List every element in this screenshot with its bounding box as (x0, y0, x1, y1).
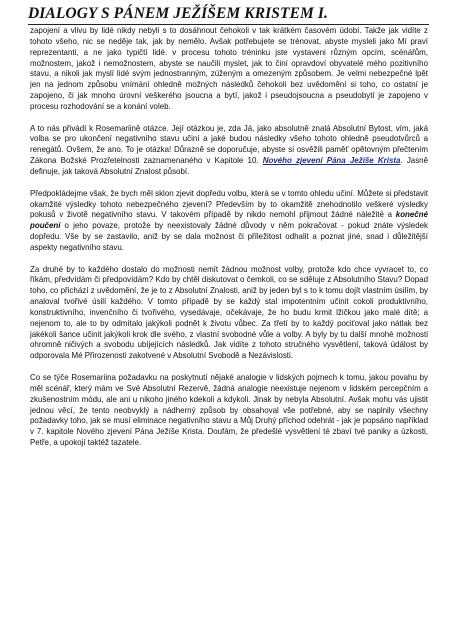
paragraph-2-text-b: . Jasně definuje, jak taková Absolutní Znalost působí. (30, 156, 429, 176)
paragraph-2-text-a: A to nás přivádí k Rosemariině otázce. Její otázkou je, zda Já, jako absolutně znalá Absolutní Bytost, vím, jaká volba se pro ukončení negativního stavu učiní a jaké budou následky všeho tohoto ohledně pseudotvůrců a renegátů. Ovšem, že ano. To je otázka! Důrazně se doporučuje, abyste si osvěžili paměť opětovným přečtením Zákona Božské Prozřetelnosti zaznamenaného v Kapitole 10. (30, 123, 428, 166)
paragraph-3 (30, 189, 428, 254)
paragraph-3-text-b: o jeho povaze, protože by neexistovaly žádné důvody v něm pokračovat - pokud znáte výsledek dopředu. Vše by se zastavilo, aniž by se dala možnost či příležitost odhalit a poznat jiné, snad i důležitější aspekty negativního stavu. (30, 221, 428, 252)
paragraph-4: Za druhé by to každého dostalo do možnosti nemít žádnou možnost volby, protože kdo chce vyvracet to, co říkám, předvídám či předpovídám? Kdo by chtěl diskutovat o čemkoli, co se sděluje z Absolutního Stavu? Dopad toho, co přichází z uvědomění, že je to z Absolutní Znalosti, aniž by jeden byl s to k tomu dojít vlastním úsilím, by analoval tvořivé úsilí každého. V tomto případě by se každý stal impotentním učinit cokoli produktivního, konstruktivního, invenčního či tvořivého, vysedávaje, očekávaje, že ho budu krmit lžičkou jako malé dítě; a nejenom to, ale to by odmítalo jakýkoli podnět k životu vůbec. Za třetí by to každý pociťoval jako nátlak bez jakékoli šance učinit jakýkoli krok dle svého, z vlastní svobodné vůle a volby. A byly by tu další mnohé možnosti ohromně ničivých a svobodu ubíjejících následků. Jak vidíte z tohoto stručného vysvětlení, taková údálost by odporovala Mé Přirozenosti zakotvené v Absolutní Svobodě a Nezávislosti. (30, 264, 428, 361)
emphasis-text: konečné poučení (30, 210, 428, 231)
document-body (30, 26, 428, 449)
paragraph-3-text-a: Předpokládejme však, že bych měl sklon zjevit dopředu volbu, která se v tomto ohledu učiní. Můžete si představit okamžité výsledky tohoto nebezpečného zjevení? Především by to okamžitě znehodnotilo veškeré výsledky pokusů v životě negativního stavu. V takovém případě by nikdo nemohl přijmout žádné náležité a (30, 188, 428, 220)
paragraph-5: Co se týče Rosemariina požadavku na poskytnutí nějaké analogie v lidských pojmech k tomu, jakou povahu by měl scénář, který mám ve Své Absolutní Rezervě, žádná analogie neexistuje nejenom v lidském percepčním a zkušenostním módu, ale ani u nikoho jiného kdekoli a kdykoli. Jinak by nebyla Absolutní. Avšak mohu vás ujistit jednou věcí, že tento neobvyklý a nádherný způsob by obsahoval vše potřebné, aby se naplnily všechny požadavky toho, jak se musí eliminace negativního stavu a Můj Druhý příchod odehrát - jak je popsáno například v 7. kapitole Nového zjevení Pána Ježíše Krista. Doufám, že předešlé vysvětlení té zbaví tvé paniky a úzkosti, Petře, a upokojí taktéž tazatele. (30, 373, 428, 448)
book-title-link[interactable]: Nového zjevení Pána Ježíše Krista (262, 156, 401, 166)
paragraph-2 (30, 124, 428, 178)
paragraph-1: zapojení a vlivu by lidé nikdy nebyli s to dosáhnout čehokoli v tak krátkém časovém údobí. Takže jak vidíte z tohoto všeho, nic se neděje tak, jak by nemělo. Avšak potřebujete se trénovat, abyste mysleli jako Mí praví reprezentanti, a ne jako typičtí lidé. v procesu tohoto tréninku jste vystaveni různým opcím, scénářům, možnostem, jakož i nemožnostem, abyste se naučili myslet, jak to činí opravdoví obyvatelé mého pozitivního stavu, a nikoli jak myslí lidé svým jednostranným, zúženým a omezeným způsobem. Je velmi nebezpečné lpět jen na jednom způsobu vnímání ohledně možných následků čehokoli bez uvědomění si toho, co ostatní je zapojeno, či jak mnoho úrovní veškerého jsoucna a bytí, jakož i pseudojsoucna a pseudobytí je zapojeno v procesu rozhodování se a konání voleb. (30, 26, 428, 111)
header-rule (28, 24, 429, 25)
page-header: DIALOGY S PÁNEM JEŽÍŠEM KRISTEM I. (28, 5, 328, 22)
